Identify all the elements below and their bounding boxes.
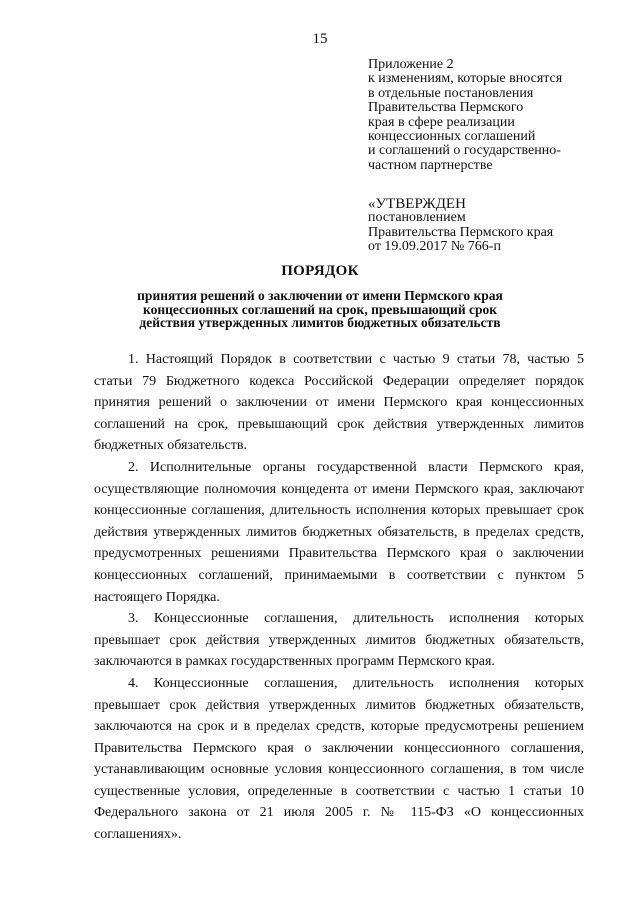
approval-line: от 19.09.2017 № 766-п <box>368 239 501 255</box>
document-title: ПОРЯДОК <box>281 263 359 279</box>
paragraph-4: 4. Концессионные соглашения, длительность исполнения которых превышает срок действия утвержденных лимитов бюджетных обязательств, заключаются на срок и в пределах средств, которые предусмотрены решением Правительства Пермского края о заключении концессионного соглашения, устанавливающим основные условия концессионного соглашения, в том числе существенные условия, определенные в соответствии с частью 1 статьи 10 Федерального закона от 21 июля 2005 г. № 115-ФЗ «О концессионных соглашениях». <box>94 675 584 843</box>
approval-line: Правительства Пермского края <box>368 224 554 240</box>
paragraph-1: 1. Настоящий Порядок в соответствии с частью 9 статьи 78, частью 5 статьи 79 Бюджетного кодекса Российской Федерации определяет порядок принятия решений о заключении от имени Пермского края концессионных соглашений на срок, превышающий срок действия утвержденных лимитов бюджетных обязательств. <box>94 352 584 454</box>
paragraph-3: 3. Концессионные соглашения, длительность исполнения которых превышает срок действия утвержденных лимитов бюджетных обязательств, заключаются в рамках государственных программ Пермского края. <box>94 611 584 670</box>
appendix-line: Приложение 2 <box>368 57 454 72</box>
appendix-line: в отдельные постановления <box>368 85 534 101</box>
page-number: 15 <box>312 31 328 47</box>
paragraph-2: 2. Исполнительные органы государственной власти Пермского края, осуществляющие полномочия концедента от имени Пермского края, заключают концессионные соглашения, длительность исполнения которых превышает срок действия утвержденных лимитов бюджетных обязательств, в пределах средств, предусмотренных решениями Правительства Пермского края о заключении концессионных соглашений, принимаемыми в соответствии с пунктом 5 настоящего Порядка. <box>94 459 584 605</box>
subtitle-line: концессионных соглашений на срок, превышающий срок <box>142 301 498 317</box>
appendix-line: к изменениям, которые вносятся <box>368 71 563 87</box>
document-body <box>94 349 584 846</box>
subtitle-line: действия утвержденных лимитов бюджетных обязательств <box>139 315 501 330</box>
appendix-line: концессионных соглашений <box>368 129 536 145</box>
approval-line: «УТВЕРЖДЕН <box>368 196 466 212</box>
approval-line: постановлением <box>368 210 466 226</box>
subtitle-line: принятия решений о заключении от имени Пермского края <box>137 288 503 303</box>
appendix-line: Правительства Пермского <box>368 100 524 116</box>
document-subtitle <box>100 289 540 330</box>
appendix-block <box>368 58 628 173</box>
approval-block <box>368 197 628 255</box>
appendix-line: и соглашений о государственно- <box>368 143 561 159</box>
appendix-line: частном партнерстве <box>368 157 493 173</box>
appendix-line: края в сфере реализации <box>368 114 515 130</box>
